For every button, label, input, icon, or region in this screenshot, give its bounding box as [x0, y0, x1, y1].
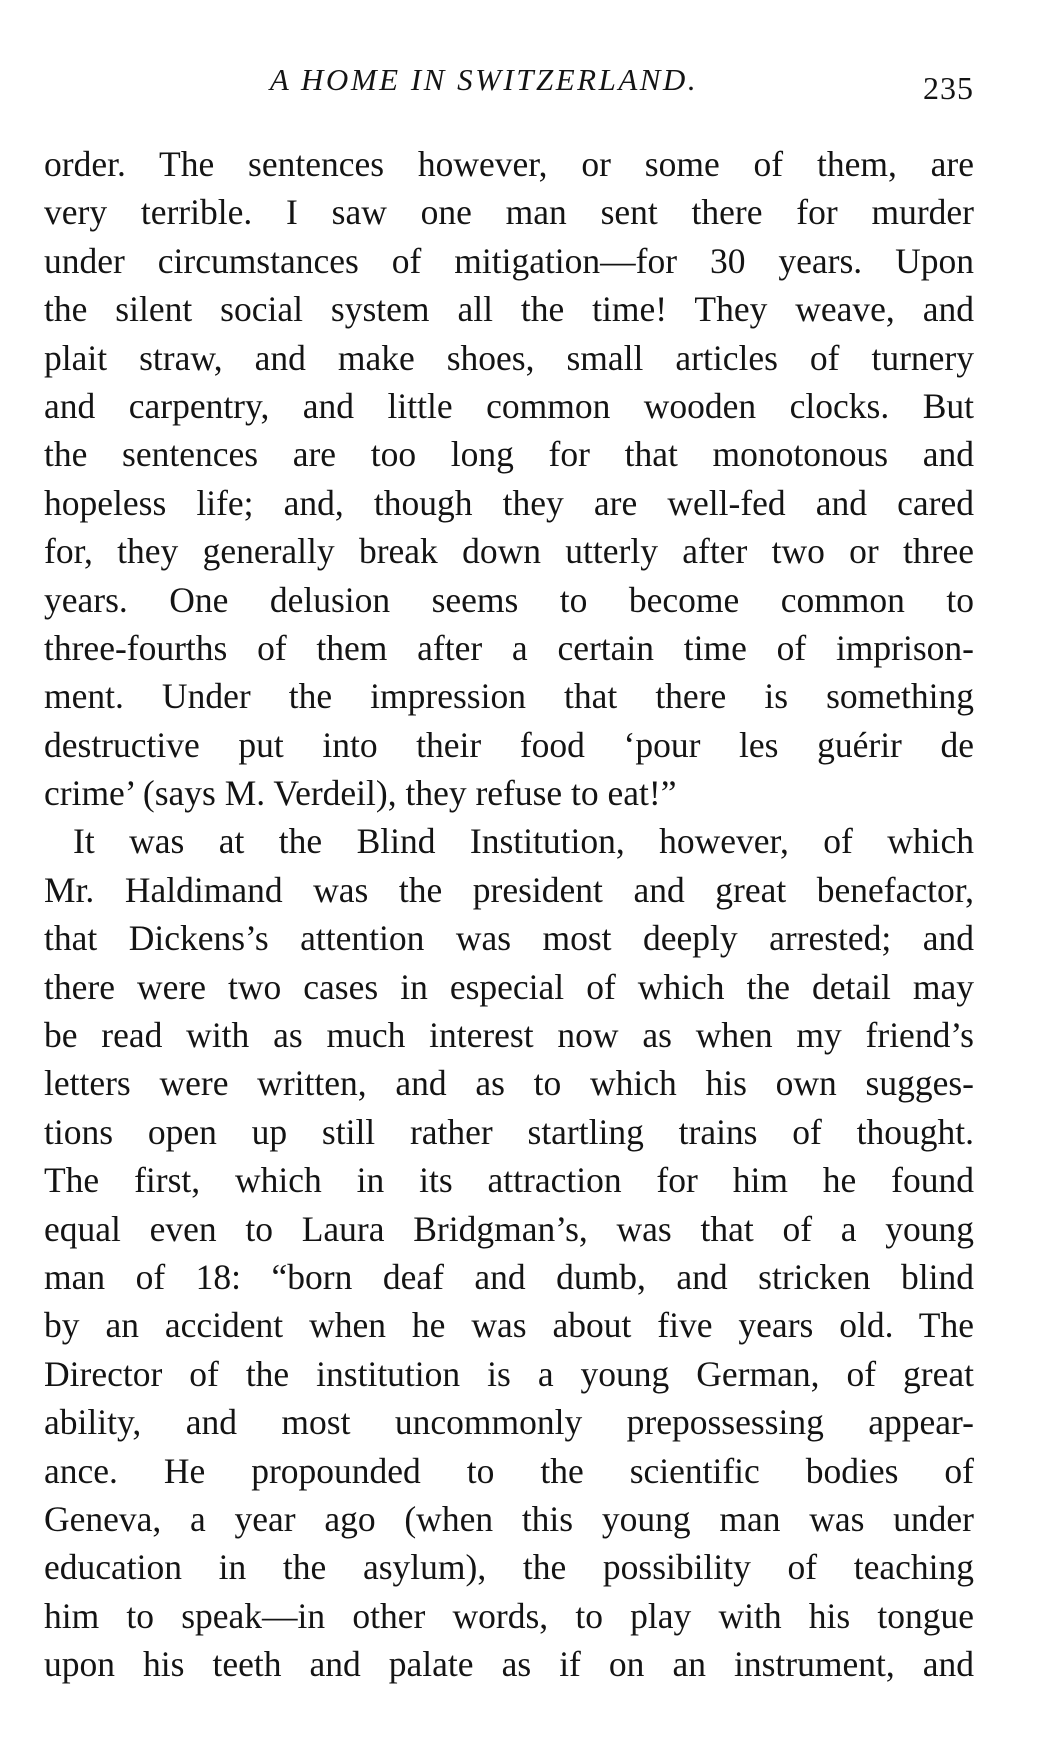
text-line: upon his teeth and palate as if on an instrument, and — [44, 1644, 974, 1685]
text-line: It was at the Blind Institution, however, of which — [73, 821, 974, 862]
text-line: the sentences are too long for that monotonous and — [44, 434, 974, 475]
text-line: Geneva, a year ago (when this young man was under — [44, 1498, 974, 1539]
text-line: under circumstances of mitigation—for 30 years. Upon — [44, 240, 974, 281]
text-line: The first, which in its attraction for him he found — [44, 1160, 974, 1201]
text-line: equal even to Laura Bridgman’s, was that of a young — [44, 1208, 974, 1249]
body-text — [44, 140, 974, 1689]
text-line: letters were written, and as to which his own sugges- — [44, 1063, 974, 1104]
text-line: by an accident when he was about five years old. The — [44, 1305, 974, 1346]
text-line: three-fourths of them after a certain time of imprison- — [44, 627, 974, 668]
text-line: destructive put into their food ‘pour les guérir de — [44, 724, 974, 765]
text-line: for, they generally break down utterly after two or three — [44, 531, 974, 572]
text-line: Director of the institution is a young German, of great — [44, 1353, 974, 1394]
text-line: Mr. Haldimand was the president and great benefactor, — [44, 869, 974, 910]
running-head — [44, 60, 974, 108]
text-line: be read with as much interest now as when my friend’s — [44, 1015, 974, 1056]
page-number: 235 — [923, 70, 974, 106]
text-line: man of 18: “born deaf and dumb, and stricken blind — [44, 1256, 974, 1297]
text-line: crime’ (says M. Verdeil), they refuse to eat!” — [44, 773, 677, 814]
text-line: very terrible. I saw one man sent there for murder — [44, 192, 974, 233]
text-line: ability, and most uncommonly prepossessing appear- — [44, 1402, 974, 1443]
text-line: tions open up still rather startling trains of thought. — [44, 1111, 974, 1152]
running-title: A HOME IN SWITZERLAND. — [269, 62, 699, 97]
text-line: the silent social system all the time! They weave, and — [44, 289, 974, 330]
text-line: that Dickens’s attention was most deeply arrested; and — [44, 918, 974, 959]
text-line: hopeless life; and, though they are well-fed and cared — [44, 482, 974, 523]
text-line: ment. Under the impression that there is something — [44, 676, 974, 717]
text-line: him to speak—in other words, to play with his tongue — [44, 1595, 974, 1636]
text-line: education in the asylum), the possibility of teaching — [44, 1547, 974, 1588]
text-line: order. The sentences however, or some of them, are — [44, 144, 974, 184]
text-line: there were two cases in especial of which the detail may — [44, 966, 974, 1007]
text-line: ance. He propounded to the scientific bodies of — [44, 1450, 974, 1491]
text-line: years. One delusion seems to become common to — [44, 579, 974, 620]
text-line: and carpentry, and little common wooden clocks. But — [44, 385, 974, 426]
text-line: plait straw, and make shoes, small articles of turnery — [44, 337, 974, 378]
